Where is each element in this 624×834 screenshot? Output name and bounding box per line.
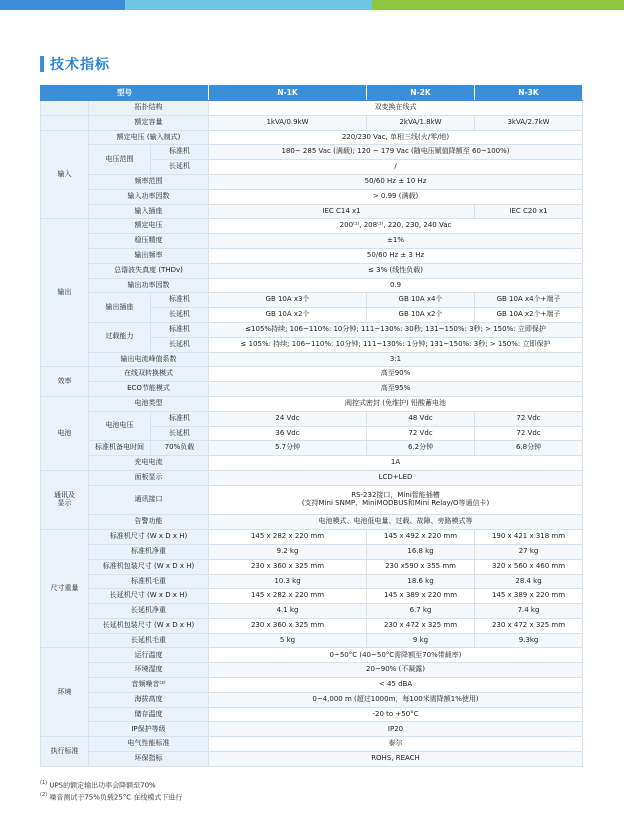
- row-value: > 0.99 (满载): [209, 189, 583, 204]
- cell-n1k: 9.2 kg: [209, 544, 367, 559]
- table-row: [41, 752, 583, 767]
- cell-n3k: GB 10A x2个+端子: [475, 308, 583, 323]
- page-title: 技术指标: [50, 57, 110, 73]
- cell-n3k: 3kVA/2.7kW: [475, 115, 583, 130]
- cell-n2k: 230 x590 x 355 mm: [367, 559, 475, 574]
- footnote-1: [40, 780, 156, 790]
- row-cat-empty: [41, 115, 89, 130]
- row-value: 50/60 Hz ± 3 Hz: [209, 248, 583, 263]
- cell-n3k: 7.4 kg: [475, 604, 583, 619]
- row-label: 长延机毛重: [89, 633, 209, 648]
- table-row: [41, 115, 583, 130]
- table-row: [41, 322, 583, 337]
- table-row: [41, 559, 583, 574]
- cell-n2k: 18.6 kg: [367, 574, 475, 589]
- row-label: 输入功率因数: [89, 189, 209, 204]
- row-label: 拓扑结构: [89, 101, 209, 116]
- table-row: [41, 278, 583, 293]
- cell-n3k: 145 x 389 x 220 mm: [475, 589, 583, 604]
- table-row: [41, 219, 583, 234]
- row-label: 稳压精度: [89, 234, 209, 249]
- row-label: 告警功能: [89, 515, 209, 530]
- table-row: [41, 189, 583, 204]
- cell-n1k: 36 Vdc: [209, 426, 367, 441]
- row-label: 额定电压 (输入制式): [89, 130, 209, 145]
- row-value: 电池模式、电池低电量、过载、故障、旁路模式等: [209, 515, 583, 530]
- footnote-2-mark: (2): [40, 792, 48, 798]
- table-row: [41, 456, 583, 471]
- sub-label: 长延机: [151, 426, 209, 441]
- row-label: 标准机毛重: [89, 574, 209, 589]
- sub-label: 长延机: [151, 160, 209, 175]
- row-label: 输出电流峰值系数: [89, 352, 209, 367]
- table-row: [41, 515, 583, 530]
- top-color-bar: [0, 0, 624, 10]
- table-row: [41, 678, 583, 693]
- cell-n1k: GB 10A x2个: [209, 308, 367, 323]
- row-label: 储存温度: [89, 707, 209, 722]
- comm-interface-line1: RS-232接口，Mini智能插槽: [351, 491, 440, 500]
- row-value: 0.9: [209, 278, 583, 293]
- heading-marker: [40, 56, 44, 72]
- row-value: 50/60 Hz ± 10 Hz: [209, 174, 583, 189]
- category-standard: 执行标准: [41, 737, 89, 767]
- sub-label: 标准机: [151, 411, 209, 426]
- row-value: -20 to +50°C: [209, 707, 583, 722]
- sub-label: 70%负载: [151, 441, 209, 456]
- cell-n2k: 6.7 kg: [367, 604, 475, 619]
- footnote-1-mark: (1): [40, 780, 48, 786]
- table-row: [41, 101, 583, 116]
- category-env: 环境: [41, 648, 89, 737]
- row-value: 220/230 Vac, 单相三线(火/零/地): [209, 130, 583, 145]
- table-row: [41, 530, 583, 545]
- row-label: 在线双转换模式: [89, 367, 209, 382]
- cell-n3k: 6.8分钟: [475, 441, 583, 456]
- row-label: IP保护等级: [89, 722, 209, 737]
- table-row: [41, 441, 583, 456]
- cell-n1k: 230 x 360 x 325 mm: [209, 559, 367, 574]
- row-label: 电池类型: [89, 396, 209, 411]
- header-model: 型号: [41, 86, 209, 101]
- row-value: 0~50°C (40~50°C需降额至70%带载率): [209, 648, 583, 663]
- row-label: 输入插座: [89, 204, 209, 219]
- cell-n2k: 6.2分钟: [367, 441, 475, 456]
- section-heading: [40, 54, 110, 74]
- cell-n1k: 24 Vdc: [209, 411, 367, 426]
- cell-n2k: 2kVA/1.8kW: [367, 115, 475, 130]
- cell-n2k: 9 kg: [367, 633, 475, 648]
- row-value: 高至95%: [209, 382, 583, 397]
- row-value: 0~4,000 m (超过1000m，每100米需降额1%使用): [209, 692, 583, 707]
- cell-n1k: 230 x 360 x 325 mm: [209, 618, 367, 633]
- row-label: 长延机尺寸 (W x D x H): [89, 589, 209, 604]
- cell-n2k: GB 10A x2个: [367, 308, 475, 323]
- row-value: /: [209, 160, 583, 175]
- sub-label: 长延机: [151, 308, 209, 323]
- row-value: 双变换在线式: [209, 101, 583, 116]
- row-label: 输出功率因数: [89, 278, 209, 293]
- cell-n1k-n2k: IEC C14 x1: [209, 204, 475, 219]
- table-row: [41, 263, 583, 278]
- row-value: ≤ 3% (线性负载): [209, 263, 583, 278]
- table-row: [41, 248, 583, 263]
- sub-label: 标准机: [151, 293, 209, 308]
- table-row: [41, 574, 583, 589]
- footnote-2-text: 噪音测试于75%负载25°C 在线模式下进行: [49, 793, 183, 802]
- table-row: [41, 589, 583, 604]
- cell-n1k: 5 kg: [209, 633, 367, 648]
- table-row: [41, 692, 583, 707]
- row-label: 环保指标: [89, 752, 209, 767]
- table-row: [41, 130, 583, 145]
- row-label: 运行温度: [89, 648, 209, 663]
- row-label: 过载能力: [89, 322, 151, 352]
- row-value: ±1%: [209, 234, 583, 249]
- cell-n1k: 5.7分钟: [209, 441, 367, 456]
- table-header: [41, 86, 583, 101]
- table-row: [41, 648, 583, 663]
- header-n3k: N-3K: [475, 86, 583, 101]
- cell-n3k: 28.4 kg: [475, 574, 583, 589]
- table-row: [41, 618, 583, 633]
- header-n1k: N-1K: [209, 86, 367, 101]
- table-row: [41, 396, 583, 411]
- category-efficiency: 效率: [41, 367, 89, 397]
- table-row: [41, 722, 583, 737]
- row-label: 标准机尺寸 (W x D x H): [89, 530, 209, 545]
- row-label: 环境湿度: [89, 663, 209, 678]
- cell-n1k: 145 x 282 x 220 mm: [209, 530, 367, 545]
- cell-n2k: 48 Vdc: [367, 411, 475, 426]
- table-row: [41, 204, 583, 219]
- top-bar-cyan: [125, 0, 372, 10]
- row-label: 额定容量: [89, 115, 209, 130]
- table-row: [41, 485, 583, 515]
- category-comm-line2: 显示: [57, 499, 72, 508]
- cell-n3k: 320 x 560 x 460 mm: [475, 559, 583, 574]
- cell-n1k: 1kVA/0.9kW: [209, 115, 367, 130]
- table-row: [41, 604, 583, 619]
- row-label: 长延机净重: [89, 604, 209, 619]
- table-row: [41, 737, 583, 752]
- cell-n3k: 230 x 472 x 325 mm: [475, 618, 583, 633]
- row-value: IP20: [209, 722, 583, 737]
- row-value: 高至90%: [209, 367, 583, 382]
- cell-n3k: 9.3kg: [475, 633, 583, 648]
- category-comm-line1: 通讯及: [54, 491, 75, 500]
- category-input: 输入: [41, 130, 89, 219]
- row-value: 20~90% (不凝露): [209, 663, 583, 678]
- header-n2k: N-2K: [367, 86, 475, 101]
- cell-n2k: 230 x 472 x 325 mm: [367, 618, 475, 633]
- top-bar-blue: [0, 0, 125, 10]
- cell-n2k: 72 Vdc: [367, 426, 475, 441]
- row-value: 阀控式密封 (免维护) 铅酸蓄电池: [209, 396, 583, 411]
- cell-n1k: GB 10A x3个: [209, 293, 367, 308]
- table-row: [41, 145, 583, 160]
- row-label: 总谐波失真度 (THDv): [89, 263, 209, 278]
- table-row: [41, 382, 583, 397]
- table-row: [41, 633, 583, 648]
- footnote-2: [40, 792, 182, 802]
- row-value: LCD+LED: [209, 470, 583, 485]
- top-bar-green: [372, 0, 624, 10]
- table-row: [41, 411, 583, 426]
- category-output: 输出: [41, 219, 89, 367]
- sub-label: 长延机: [151, 337, 209, 352]
- category-battery: 电池: [41, 396, 89, 470]
- row-label: 音频噪音⁽²⁾: [89, 678, 209, 693]
- row-cat-empty: [41, 101, 89, 116]
- row-label: 电池电压: [89, 411, 151, 441]
- row-label: 额定电压: [89, 219, 209, 234]
- table-row: [41, 663, 583, 678]
- row-label: 电压范围: [89, 145, 151, 175]
- row-label: 充电电流: [89, 456, 209, 471]
- cell-n3k: 27 kg: [475, 544, 583, 559]
- row-label: 面板显示: [89, 470, 209, 485]
- cell-n3k: 72 Vdc: [475, 411, 583, 426]
- table-row: [41, 470, 583, 485]
- row-value: 泰尔: [209, 737, 583, 752]
- row-value: 200⁽¹⁾, 208⁽¹⁾, 220, 230, 240 Vac: [209, 219, 583, 234]
- row-value: 3:1: [209, 352, 583, 367]
- table-row: [41, 707, 583, 722]
- row-label: 标准机备电时间: [89, 441, 151, 456]
- row-value: 180~ 285 Vac (满载); 120 ~ 179 Vac (随电压赋值降额至 60~100%): [209, 145, 583, 160]
- sub-label: 标准机: [151, 322, 209, 337]
- cell-n1k: 145 x 282 x 220 mm: [209, 589, 367, 604]
- category-dims: 尺寸重量: [41, 530, 89, 648]
- row-label: 电气性能标准: [89, 737, 209, 752]
- table-row: [41, 352, 583, 367]
- row-value: ≤ 105%: 持续; 106~110%: 10分钟; 111~130%: 1分钟; 131~150%: 3秒; > 150%: 立即保护: [209, 337, 583, 352]
- row-value: ROHS, REACH: [209, 752, 583, 767]
- row-label: ECO节能模式: [89, 382, 209, 397]
- table-row: [41, 174, 583, 189]
- row-label: 长延机包装尺寸 (W x D x H): [89, 618, 209, 633]
- row-label: 输出插座: [89, 293, 151, 323]
- row-label: 标准机净重: [89, 544, 209, 559]
- cell-n1k: 10.3 kg: [209, 574, 367, 589]
- spec-table: [40, 85, 583, 767]
- category-comm: [41, 470, 89, 529]
- cell-n3k: 72 Vdc: [475, 426, 583, 441]
- row-value: < 45 dBA: [209, 678, 583, 693]
- cell-n2k: 145 x 389 x 220 mm: [367, 589, 475, 604]
- cell-n3k: 190 x 421 x 318 mm: [475, 530, 583, 545]
- row-label: 海拔高度: [89, 692, 209, 707]
- cell-n2k: 16.8 kg: [367, 544, 475, 559]
- table-row: [41, 293, 583, 308]
- row-label: 频率范围: [89, 174, 209, 189]
- cell-n2k: 145 x 492 x 220 mm: [367, 530, 475, 545]
- sub-label: 标准机: [151, 145, 209, 160]
- cell-n3k: GB 10A x4个+端子: [475, 293, 583, 308]
- cell-n2k: GB 10A x4个: [367, 293, 475, 308]
- row-label: 标准机包装尺寸 (W x D x H): [89, 559, 209, 574]
- table-row: [41, 544, 583, 559]
- row-value: 1A: [209, 456, 583, 471]
- table-row: [41, 367, 583, 382]
- row-label: 通讯接口: [89, 485, 209, 515]
- row-label: 输出频率: [89, 248, 209, 263]
- comm-interface-line2: (支持Mini SNMP、MiniMODBUS和Mini Relay/O等通信卡): [301, 499, 490, 508]
- cell-n1k: 4.1 kg: [209, 604, 367, 619]
- cell-n3k: IEC C20 x1: [475, 204, 583, 219]
- row-value: ≤105%持续; 106~110%: 10分钟; 111~130%: 30秒; 131~150%: 3秒; > 150%: 立即保护: [209, 322, 583, 337]
- footnote-1-text: UPS的额定输出功率会降额至70%: [49, 781, 156, 790]
- row-value: [209, 485, 583, 515]
- table-row: [41, 234, 583, 249]
